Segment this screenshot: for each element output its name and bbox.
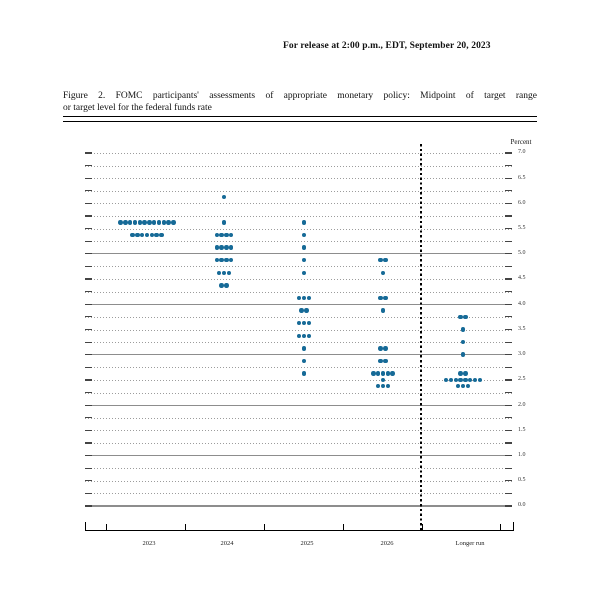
projection-dot <box>461 340 466 345</box>
projection-dot <box>297 334 302 339</box>
gridline-left-tick <box>85 266 92 267</box>
projection-dot <box>381 271 386 276</box>
gridline-dotted <box>85 166 512 167</box>
projection-dot <box>229 233 234 238</box>
gridline-left-tick <box>85 480 92 481</box>
projection-dot <box>297 321 302 326</box>
gridline-dotted <box>85 229 512 230</box>
projection-dot <box>157 220 162 225</box>
y-tick-label: 0.5 <box>518 477 526 484</box>
x-axis-tick <box>343 524 344 530</box>
projection-dot <box>376 371 381 376</box>
projection-dot <box>222 220 227 225</box>
gridline-right-tick <box>505 417 512 418</box>
projection-dot <box>302 220 307 225</box>
projection-dot <box>390 371 395 376</box>
y-tick-label: 6.0 <box>518 199 526 206</box>
projection-dot <box>381 384 386 389</box>
y-tick-label: 2.5 <box>518 376 526 383</box>
projection-dot <box>140 233 145 238</box>
gridline-dotted <box>85 481 512 482</box>
projection-dot <box>381 371 386 376</box>
projection-dot <box>145 233 150 238</box>
gridline-left-tick <box>85 354 92 355</box>
projection-dot <box>297 296 302 301</box>
x-category-label: Longer run <box>455 540 485 547</box>
gridline-dotted <box>85 292 512 293</box>
projection-dot <box>302 296 307 301</box>
projection-dot <box>304 308 309 313</box>
gridline-left-tick <box>85 367 92 368</box>
gridline-left-tick <box>85 505 92 506</box>
gridline-right-tick <box>505 203 512 204</box>
projection-dot <box>456 384 461 389</box>
y-tick-label: 2.0 <box>518 401 526 408</box>
gridline-left-tick <box>85 278 92 279</box>
projection-dot <box>461 352 466 357</box>
gridline-left-tick <box>85 178 92 179</box>
gridline-solid <box>85 405 512 406</box>
gridline-right-tick <box>505 190 512 191</box>
x-axis-tick <box>500 524 501 530</box>
gridline-right-tick <box>505 316 512 317</box>
y-tick-label: 3.5 <box>518 325 526 332</box>
projection-dot <box>222 271 227 276</box>
gridline-left-tick <box>85 468 92 469</box>
projection-dot <box>302 233 307 238</box>
gridline-dotted <box>85 241 512 242</box>
projection-dot <box>302 271 307 276</box>
gridline-left-tick <box>85 190 92 191</box>
projection-dot <box>473 378 478 383</box>
gridline-left-tick <box>85 316 92 317</box>
gridline-left-tick <box>85 455 92 456</box>
projection-dot <box>463 315 468 320</box>
gridline-dotted <box>85 430 512 431</box>
projection-dot <box>128 220 133 225</box>
projection-dot <box>229 258 234 263</box>
y-tick-label: 5.5 <box>518 225 526 232</box>
gridline-solid <box>85 505 512 506</box>
projection-dot <box>466 384 471 389</box>
gridline-left-tick <box>85 392 92 393</box>
projection-dot <box>222 195 227 200</box>
projection-dot <box>147 220 152 225</box>
projection-dot <box>302 359 307 364</box>
gridline-left-tick <box>85 253 92 254</box>
y-tick-label: 7.0 <box>518 149 526 156</box>
gridline-right-tick <box>505 480 512 481</box>
gridline-dotted <box>85 330 512 331</box>
projection-dot <box>383 296 388 301</box>
projection-dot <box>463 378 468 383</box>
projection-dot <box>123 220 128 225</box>
gridline-dotted <box>85 178 512 179</box>
x-axis-tick <box>264 524 265 530</box>
x-axis-tick <box>422 524 423 530</box>
gridline-dotted <box>85 216 512 217</box>
gridline-left-tick <box>85 152 92 153</box>
gridline-left-tick <box>85 430 92 431</box>
projection-dot <box>217 271 222 276</box>
gridline-right-tick <box>505 430 512 431</box>
projection-dot <box>461 384 466 389</box>
gridline-left-tick <box>85 493 92 494</box>
projection-dot <box>461 327 466 332</box>
projection-dot <box>152 220 157 225</box>
gridline-right-tick <box>505 455 512 456</box>
projection-dot <box>227 271 232 276</box>
projection-dot <box>444 378 449 383</box>
x-category-label: 2025 <box>300 540 314 547</box>
projection-dot <box>224 258 229 263</box>
gridline-right-tick <box>505 178 512 179</box>
gridline-dotted <box>85 418 512 419</box>
y-tick-label: 5.0 <box>518 250 526 257</box>
gridline-right-tick <box>505 329 512 330</box>
gridline-dotted <box>85 367 512 368</box>
projection-dot <box>229 245 234 250</box>
gridline-left-tick <box>85 417 92 418</box>
gridline-dotted <box>85 342 512 343</box>
projection-dot <box>383 359 388 364</box>
projection-dot <box>478 378 483 383</box>
gridline-right-tick <box>505 152 512 153</box>
gridline-dotted <box>85 443 512 444</box>
projection-dot <box>135 233 140 238</box>
gridline-solid <box>85 304 512 305</box>
gridline-right-tick <box>505 405 512 406</box>
gridline-right-tick <box>505 291 512 292</box>
release-line: For release at 2:00 p.m., EDT, September 20, 2023 <box>283 41 491 51</box>
gridline-right-tick <box>505 266 512 267</box>
x-axis-end-bar <box>85 522 86 531</box>
figure-title-line-1: Figure 2. FOMC participants' assessments of appropriate monetary policy: Midpoint of target range <box>63 91 537 101</box>
gridline-right-tick <box>505 442 512 443</box>
projection-dot <box>449 378 454 383</box>
projection-dot <box>376 384 381 389</box>
projection-dot <box>171 220 176 225</box>
gridline-right-tick <box>505 379 512 380</box>
gridline-left-tick <box>85 342 92 343</box>
projection-dot <box>383 346 388 351</box>
projection-dot <box>302 346 307 351</box>
projection-dot <box>307 296 312 301</box>
projection-dot <box>159 233 164 238</box>
gridline-right-tick <box>505 228 512 229</box>
projection-dot <box>224 245 229 250</box>
y-tick-label: 4.5 <box>518 275 526 282</box>
gridline-solid <box>85 455 512 456</box>
projection-dot <box>224 283 229 288</box>
projection-dot <box>302 334 307 339</box>
gridline-solid <box>85 354 512 355</box>
gridline-dotted <box>85 279 512 280</box>
gridline-dotted <box>85 153 512 154</box>
x-axis-tick <box>106 524 107 530</box>
gridline-dotted <box>85 393 512 394</box>
gridline-dotted <box>85 191 512 192</box>
gridline-left-tick <box>85 304 92 305</box>
gridline-right-tick <box>505 304 512 305</box>
projection-dot <box>302 371 307 376</box>
projection-dot <box>463 371 468 376</box>
gridline-left-tick <box>85 165 92 166</box>
gridline-dotted <box>85 317 512 318</box>
projection-dot <box>381 378 386 383</box>
gridline-solid <box>85 253 512 254</box>
x-category-label: 2023 <box>142 540 156 547</box>
gridline-dotted <box>85 493 512 494</box>
gridline-right-tick <box>505 165 512 166</box>
y-tick-label: 3.0 <box>518 351 526 358</box>
projection-dot <box>381 308 386 313</box>
gridline-right-tick <box>505 278 512 279</box>
projection-dot <box>302 321 307 326</box>
gridline-left-tick <box>85 203 92 204</box>
gridline-right-tick <box>505 468 512 469</box>
gridline-left-tick <box>85 241 92 242</box>
y-tick-label: 1.5 <box>518 426 526 433</box>
gridline-left-tick <box>85 379 92 380</box>
projection-dot <box>302 245 307 250</box>
gridline-dotted <box>85 203 512 204</box>
gridline-right-tick <box>505 367 512 368</box>
longer-run-separator-line <box>420 144 422 530</box>
y-tick-label: 6.5 <box>518 174 526 181</box>
gridline-dotted <box>85 266 512 267</box>
x-category-label: 2024 <box>220 540 234 547</box>
projection-dot <box>307 321 312 326</box>
gridline-left-tick <box>85 215 92 216</box>
x-axis-tick <box>185 524 186 530</box>
projection-dot <box>383 258 388 263</box>
gridline-left-tick <box>85 442 92 443</box>
gridline-right-tick <box>505 342 512 343</box>
projection-dot <box>371 371 376 376</box>
y-tick-label: 0.0 <box>518 502 526 509</box>
gridline-right-tick <box>505 505 512 506</box>
x-category-label: 2026 <box>380 540 394 547</box>
x-axis-line <box>85 530 514 531</box>
gridline-right-tick <box>505 241 512 242</box>
gridline-right-tick <box>505 493 512 494</box>
gridline-right-tick <box>505 354 512 355</box>
projection-dot <box>224 233 229 238</box>
gridline-dotted <box>85 468 512 469</box>
gridline-right-tick <box>505 253 512 254</box>
x-axis-end-bar <box>513 522 514 531</box>
projection-dot <box>302 258 307 263</box>
projection-dot <box>386 384 391 389</box>
projection-dot <box>133 220 138 225</box>
projection-dot <box>468 378 473 383</box>
y-tick-label: 1.0 <box>518 451 526 458</box>
y-axis-unit-label: Percent <box>510 138 532 146</box>
y-tick-label: 4.0 <box>518 300 526 307</box>
gridline-left-tick <box>85 291 92 292</box>
gridline-left-tick <box>85 228 92 229</box>
gridline-right-tick <box>505 215 512 216</box>
gridline-right-tick <box>505 392 512 393</box>
projection-dot <box>307 334 312 339</box>
figure-title-line-2: or target level for the federal funds rate <box>63 102 212 113</box>
gridline-left-tick <box>85 405 92 406</box>
gridline-left-tick <box>85 329 92 330</box>
